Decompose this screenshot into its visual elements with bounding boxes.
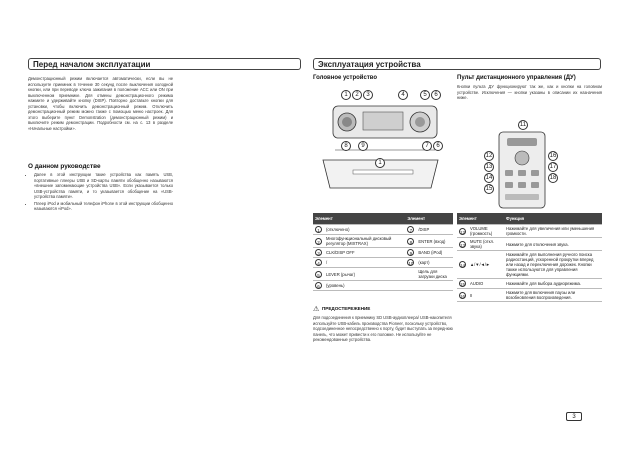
cell: ENTER (вход) [416, 235, 453, 248]
remote-svg [497, 130, 547, 210]
table-header: Элемент [313, 213, 405, 225]
table-row [313, 268, 453, 281]
cell: II [468, 289, 504, 302]
table-header-row [457, 213, 602, 225]
cell: AUDIO [468, 279, 504, 289]
table-row [457, 238, 602, 251]
table-row [457, 289, 602, 302]
item-number: 15 [460, 282, 466, 287]
table-row [313, 281, 453, 291]
table-row [313, 248, 453, 258]
remote-callout: 18 [549, 175, 557, 181]
unit-callout: 5 [420, 90, 430, 100]
item-number: 3 [315, 249, 322, 256]
unit-callout: 3 [363, 90, 373, 100]
remote-callout: 16 [549, 153, 557, 159]
table-row [313, 258, 453, 268]
unit-callout: 9 [358, 141, 368, 151]
unit-callout: 6 [433, 141, 443, 151]
unit-elements-table [313, 213, 453, 291]
item-number: 14 [460, 263, 466, 268]
remote-label: Пульт дистанционного управления (ДУ) [457, 75, 576, 81]
remote-description: Кнопки пульта ДУ функционируют так же, как и кнопки на головном устройстве. Исключения — кнопки указаны в описании их назначения ниже. [457, 84, 602, 100]
cell: LEVER (рычаг) [324, 268, 405, 281]
page-number: 3 [566, 412, 582, 421]
table-row [457, 251, 602, 279]
table-header: Элемент [405, 213, 453, 225]
head-unit-label: Головное устройство [313, 75, 378, 81]
warning-text: Для подсоединения к приемнику SD USB-аудиоплеера/ USB-накопителя используйте USB-кабель производства Pioneer, поскольку устройство, подсоединенное непосредственно к порту, будет выступать за переднюю панель, что может привести к его поломке. Не используйте не рекомендованные устройства. [313, 315, 453, 342]
remote-callout: 13 [485, 164, 493, 170]
guide-heading: О данном руководстве [28, 163, 101, 170]
bullet-item: • Далее в этой инструкции такие устройства как память USB, портативные плееры USB и SD-карты памяти обобщенно называются «внешние запоминающие устройства USB». Если указывается только USB-устройства памяти, и то указывается обобщение на «USB-устройства памяти». [34, 172, 173, 200]
unit-callout: 1 [341, 90, 351, 100]
cell: Щель для загрузки диска [416, 268, 453, 281]
cell: VOLUME (громкость) [468, 225, 504, 238]
cell: Нажимайте для выполнения ручного поиска радиостанций, ускоренной прокрутки вперед или назад и переключения дорожек. Кнопки также используются для управления функциями. [504, 251, 602, 279]
cell: /DISP [416, 225, 453, 235]
warning-icon: ⚠ [313, 306, 320, 313]
item-number: 4 [315, 259, 322, 266]
item-number: 6 [315, 282, 322, 289]
table-row [313, 225, 453, 235]
cell: Нажмите для включения паузы или возобновления воспроизведения. [504, 289, 602, 302]
remote-functions-table [457, 213, 602, 302]
unit-callout: 7 [422, 141, 432, 151]
item-number: 12 [460, 229, 466, 235]
table-header-row [313, 213, 453, 225]
cell: MUTE (откл. звука) [468, 238, 504, 251]
cell: Многофункциональный дисковый регулятор (MIXTRAX) [324, 235, 405, 248]
warning-title: ПРЕДОСТЕРЕЖЕНИЕ [322, 306, 371, 311]
unit-callout: 2 [352, 90, 362, 100]
table-row [457, 279, 602, 289]
item-number: 9 [407, 249, 414, 256]
bullet-item: • Плеер iPod и мобильный телефон iPhone в этой инструкции обобщенно называются «iPod». [34, 201, 173, 212]
cell: (отключено) [324, 225, 405, 235]
unit-callout: 6 [431, 90, 441, 100]
cell: Нажмите для отключения звука. [504, 238, 602, 251]
item-number: 8 [407, 238, 414, 245]
item-number: 5 [315, 271, 322, 278]
item-number: 2 [315, 238, 322, 245]
item-number: 16 [460, 293, 466, 299]
cell: ▲/▼/◄/► [468, 251, 504, 279]
remote-callout: 15 [485, 186, 493, 192]
remote-callout: 14 [485, 175, 493, 181]
cell: BAND (iPod) [416, 248, 453, 258]
cell: Нажимайте для увеличения или уменьшения громкости. [504, 225, 602, 238]
unit-callout: 4 [398, 90, 408, 100]
cell: (уровень) [324, 281, 405, 291]
cell: Нажимайте для выбора аудиорежима. [504, 279, 602, 289]
remote-callout: 11 [519, 122, 527, 128]
cell: / [324, 258, 405, 268]
cell: CLK/DISP OFF [324, 248, 405, 258]
right-section-title: Эксплуатация устройства [313, 58, 601, 70]
item-number: 1 [315, 226, 322, 233]
intro-paragraph: Демонстрационный режим включается автоматически, если вы не используете приемник в течение 30 секунд после выключения холодной кнопки, или при переводе ключа зажигания в положение ACC или ON при выключенном приемнике. Для отмены демонстрационного режима нажмите и удерживайте кнопку (DISP). Повторно доставьте кнопки для установки, чтобы включить демонстрационный режим. Отключить демонстрационный режим можно также с помощью меню настроек. Для этого выберите пункт Demonstration (демонстрационный режим) и выключите режим демонстрации. Подробности см. на с. 13 в разделе «Начальные настройки». [28, 76, 173, 131]
remote-illustration [497, 130, 547, 210]
left-section-title: Перед началом эксплуатации [28, 58, 301, 70]
item-number: 7 [407, 226, 414, 233]
unit-callout-face: 1 [375, 158, 385, 168]
table-header: Функция [504, 213, 602, 225]
item-number: 13 [460, 242, 466, 248]
item-number: 10 [408, 261, 414, 266]
table-row [457, 225, 602, 238]
cell: (карт) [416, 258, 453, 268]
remote-callout: 17 [549, 164, 557, 170]
remote-callout: 12 [485, 153, 493, 159]
table-header: Элемент [457, 213, 504, 225]
table-row [313, 235, 453, 248]
unit-callout: 8 [341, 141, 351, 151]
guide-bullets [28, 172, 173, 213]
